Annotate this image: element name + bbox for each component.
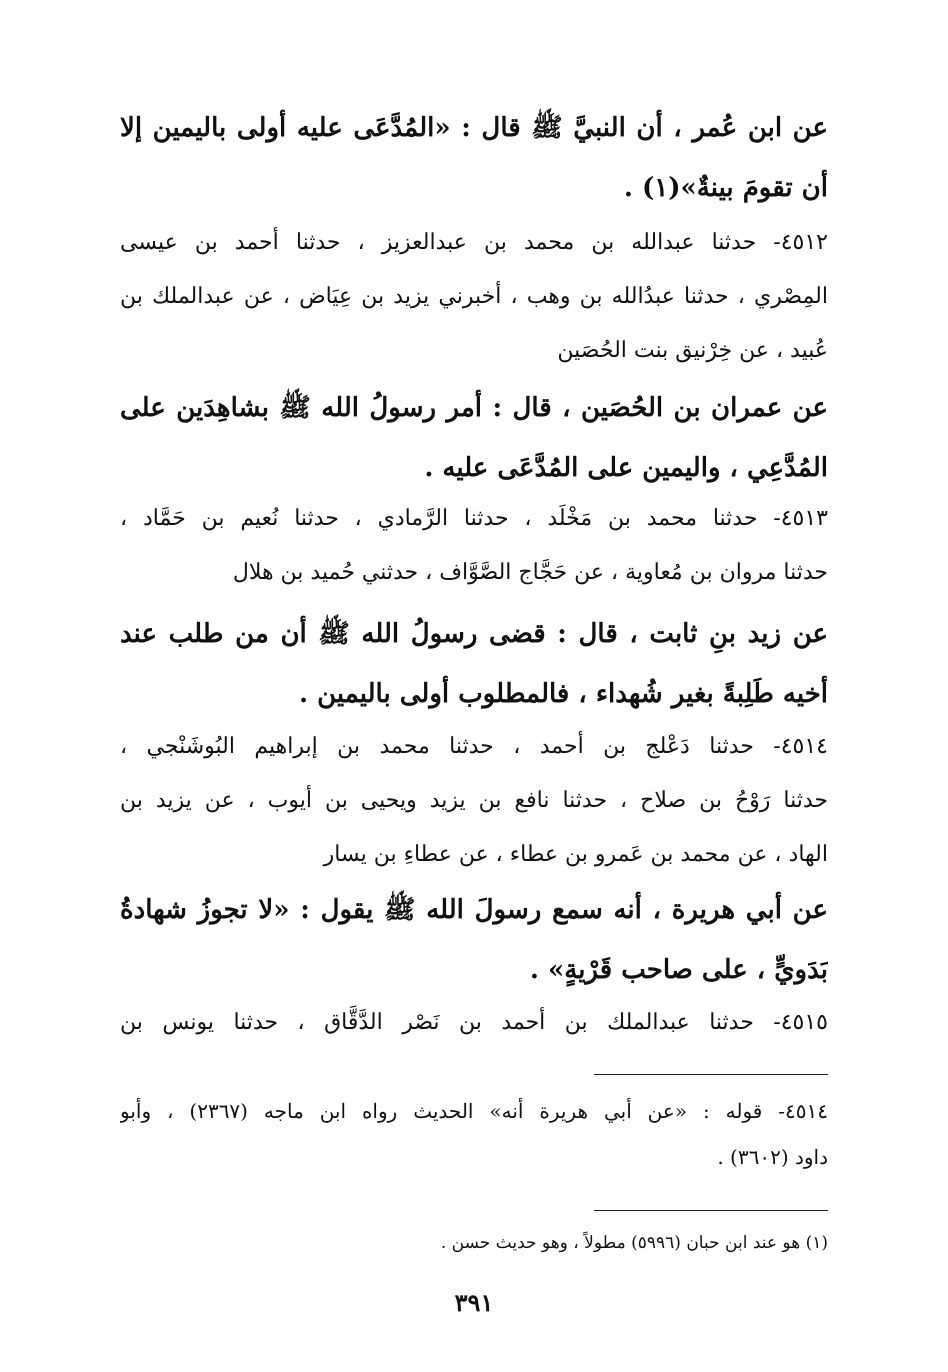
isnad-4513 [120,492,828,600]
isnad-4514 [120,720,828,882]
isnad-4512 [120,216,828,378]
text-line: ٤٥١٢- حدثنا عبدالله بن محمد بن عبدالعزيز ، حدثنا أحمد بن عيسى [120,230,828,255]
hadith-text [120,378,828,498]
footnote [120,1226,828,1260]
hadith-text [120,604,828,724]
hadith-text [120,880,828,1000]
text-line: ٤٥١٣- حدثنا محمد بن مَخْلَد ، حدثنا الرَّمادي ، حدثنا نُعيم بن حَمَّاد ، [120,506,828,531]
text-line: ٤٥١٤- قوله : «عن أبي هريرة أنه» الحديث رواه ابن ماجه (٢٣٦٧) ، وأبو [120,1099,828,1123]
isnad-4515 [120,996,828,1050]
separator-line [594,1210,828,1211]
text-line: عُبيد ، عن خِرْنيق بنت الحُصَين [557,338,828,363]
text-line: بَدَويٍّ ، على صاحب قَرْيةٍ» . [529,955,828,985]
commentary-note [120,1088,828,1180]
text-line: الهاد ، عن محمد بن عَمرو بن عطاء ، عن عطاءِ بن يسار [323,842,828,867]
footnote-text: (١) هو عند ابن حبان (٥٩٩٦) مطولاً ، وهو حديث حسن . [440,1233,828,1253]
text-line: داود (٣٦٠٢) . [717,1145,828,1169]
text-line: عن عمران بن الحُصَين ، قال : أمر رسولُ الله ﷺ بشاهِدَين على [120,393,828,423]
text-line: أن تقومَ بينةٌ»(١) . [623,173,828,203]
hadith-text [120,98,828,218]
text-line: ٤٥١٥- حدثنا عبدالملك بن أحمد بن نَصْر الدَّقَّاق ، حدثنا يونس بن [120,1010,828,1035]
page-number: ٣٩١ [454,1288,494,1317]
separator-line [594,1074,828,1075]
text-line: حدثنا رَوْحُ بن صلاح ، حدثنا نافع بن يزيد ويحيى بن أيوب ، عن يزيد بن [120,788,828,813]
text-line: ٤٥١٤- حدثنا دَعْلج بن أحمد ، حدثنا محمد بن إبراهيم البُوشَنْجي ، [120,734,828,759]
text-line: المُدَّعِي ، واليمين على المُدَّعَى عليه . [424,453,828,483]
text-line: عن زيد بنِ ثابت ، قال : قضى رسولُ الله ﷺ أن من طلب عند [120,619,828,649]
text-line: عن ابن عُمر ، أن النبيَّ ﷺ قال : «المُدَّعَى عليه أولى باليمين إلا [120,113,828,143]
text-line: المِصْري ، حدثنا عبدُالله بن وهب ، أخبرني يزيد بن عِيَاض ، عن عبدالملك بن [120,284,828,309]
text-line: أخيه طَلِبةً بغير شُهداء ، فالمطلوب أولى باليمين . [299,679,828,709]
text-line: عن أبي هريرة ، أنه سمع رسولَ الله ﷺ يقول : «لا تجوزُ شهادةُ [120,895,828,925]
text-line: حدثنا مروان بن مُعاوية ، عن حَجَّاج الصَّوَّاف ، حدثني حُميد بن هلال [232,560,828,585]
